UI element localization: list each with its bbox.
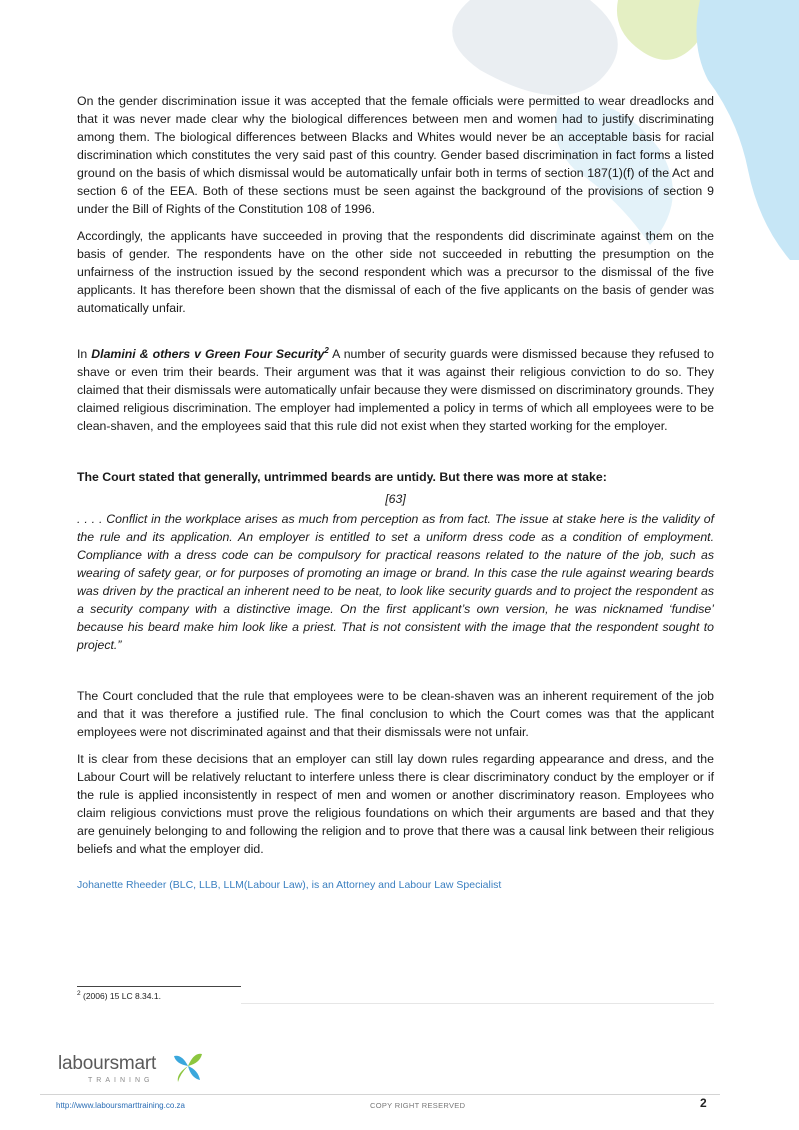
paragraph-court-concluded: The Court concluded that the rule that employees were to be clean-shaven was an inherent requirement of the job and that it was therefore a justified rule. The final conclusion to which the Court comes was that the applicant employees were not discriminated against and that their dismissals were not unfair. xyxy=(77,689,714,739)
footnote-divider xyxy=(77,986,241,987)
court-stated-heading: The Court stated that generally, untrimmed beards are untidy. But there was more at stake: xyxy=(77,470,607,484)
footnote xyxy=(77,991,161,1001)
logo-wordmark: laboursmart xyxy=(58,1053,157,1074)
quote-paragraph-number: [63] xyxy=(385,492,406,506)
footer-copyright: COPY RIGHT RESERVED xyxy=(370,1101,466,1110)
paragraph-text: In xyxy=(77,347,92,361)
laboursmart-logo xyxy=(58,1050,203,1088)
page-number: 2 xyxy=(700,1096,707,1110)
footnote-faint-rule xyxy=(241,1003,714,1004)
logo-subtitle: TRAINING xyxy=(88,1077,154,1084)
document-body xyxy=(77,92,714,892)
paragraph-text: A number of security guards were dismissed because they refused to shave or even trim their beards. Their argument was that it was against their religious conviction to do so. They claimed that their dismissals were automatically unfair because they were dismissed on discriminatory grounds. They claimed religious discrimination. The employer had implemented a policy in terms of which all employees were to be clean-shaven, and the employees said that this rule did not exist when they started working for the employer. xyxy=(77,347,714,433)
paragraph-dlamini-case xyxy=(77,345,714,435)
footnote-text: (2006) 15 LC 8.34.1. xyxy=(80,991,161,1001)
footnote-number: 2 xyxy=(77,990,81,998)
footer-website-link[interactable]: http://www.laboursmarttraining.co.za xyxy=(56,1101,185,1110)
author-credit: Johanette Rheeder (BLC, LLB, LLM(Labour Law), is an Attorney and Labour Law Specialist xyxy=(77,879,502,891)
case-name: Dlamini & others v Green Four Security xyxy=(91,347,325,361)
pinwheel-logo-icon xyxy=(172,1050,204,1084)
footnote-reference: 2 xyxy=(324,345,329,355)
paragraph-gender-discrimination: On the gender discrimination issue it was accepted that the female officials were permitted to wear dreadlocks and that it was never made clear why the biological differences between men and women had to justify discriminating among them. The biological differences between Blacks and Whites would never be an acceptable basis for racial discrimination which constitutes the very said past of this country. Gender based discrimination in fact forms a listed ground on the basis of which dismissal would be automatically unfair both in terms of section 187(1)(f) of the Act and section 6 of the EEA. Both of these sections must be seen against the background of the provisions of section 9 under the Bill of Rights of the Constitution 108 of 1996. xyxy=(77,94,714,216)
paragraph-conclusion: It is clear from these decisions that an employer can still lay down rules regarding appearance and dress, and the Labour Court will be relatively reluctant to interfere unless there is clear discriminatory conduct by the employer or if the rule is applied inconsistently in respect of men and women or another discriminatory reason. Employees who claim religious convictions must prove the religious foundations on which their arguments are based and that they are genuinely belonging to and following the religion and to prove that there was a causal link between their religious beliefs and what the employer did. xyxy=(77,752,714,856)
footer-divider xyxy=(40,1094,720,1095)
court-quote: . . . . Conflict in the workplace arises as much from perception as from fact. The issue at stake here is the validity of the rule and its application. An employer is entitled to set a uniform dress code as a condition of employment. Compliance with a dress code can be compulsory for practical reasons related to the nature of the job, such as wearing of safety gear, or for purposes of promoting an image or brand. In this case the rule against wearing beards was driven by the practical an inherent need to be neat, to look like security guards and to project the respondent as a security company with a distinctive image. On the first applicant’s own version, he was nicknamed ‘fundise’ because his beard make him look like a priest. That is not consistent with the image that the respondent sought to project.” xyxy=(77,512,714,652)
paragraph-accordingly: Accordingly, the applicants have succeeded in proving that the respondents did discriminate against them on the basis of gender. The respondents have on the other side not succeeded in rebutting the presumption on the unfairness of the instruction issued by the second respondent which was a precursor to the dismissal of the five applicants. It has therefore been shown that the dismissal of each of the five applicants on the basis of gender was automatically unfair. xyxy=(77,229,714,315)
